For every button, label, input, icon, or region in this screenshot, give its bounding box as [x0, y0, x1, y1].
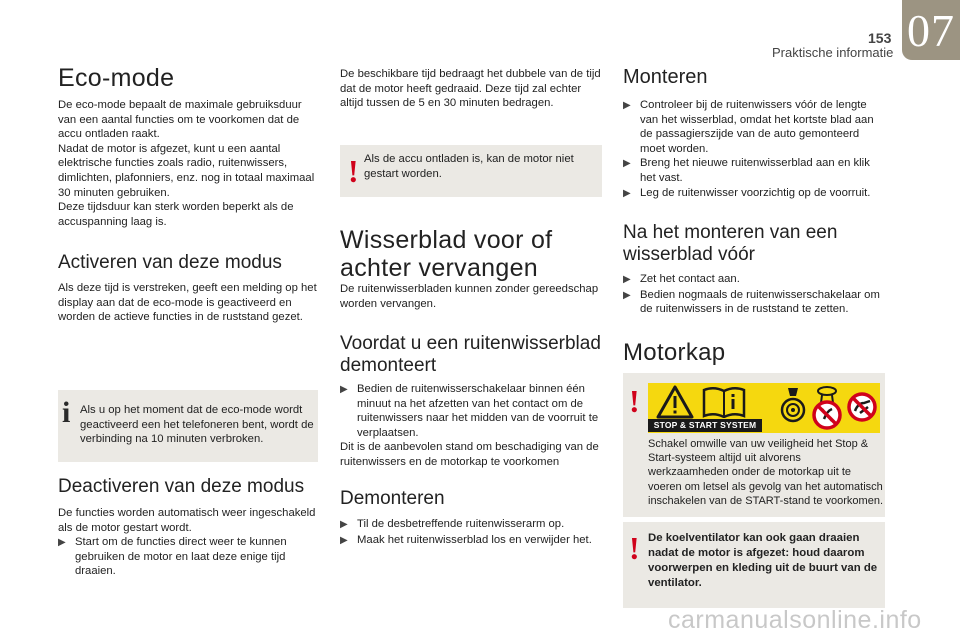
watermark: carmanualsonline.info: [668, 606, 922, 634]
battery-warning-box: [340, 145, 602, 197]
mounting-bullet-3: Leg de ruitenwisser voorzichtig op de voorruit.: [640, 186, 871, 199]
info-box: [58, 390, 318, 462]
eco-para-1: De eco-mode bepaalt de maximale gebruiksduur van een aantal functies om te voorkomen dat de accu ontladen raakt.: [58, 99, 302, 141]
list-item: [623, 186, 885, 202]
available-time-text: De beschikbare tijd bedraagt het dubbele van de tijd dat de motor heeft gedraaid. Deze tijd zal echter altijd tussen de 5 en 30 minuten bedragen.: [340, 68, 601, 110]
before-removal-text: [340, 382, 604, 470]
removal-bullet-1: Til de desbetreffende ruitenwisserarm op.: [357, 518, 565, 530]
removal-title: Demonteren: [340, 488, 445, 509]
no-touch-icon: [846, 391, 878, 423]
eco-para-2: Nadat de motor is afgezet, kunt u een aantal elektrische functies zoals radio, ruitenwissers, dimlichten, plafonniers, enz. nog in totaal maximaal 30 minuten gebruiken.: [58, 142, 315, 199]
stop-start-hand-icon: [780, 386, 806, 430]
deactivate-para: De functies worden automatisch weer ingeschakeld als de motor gestart wordt.: [58, 507, 316, 534]
before-removal-bullet: Bedien de ruitenwisserschakelaar binnen één minuut na het afzetten van het contact om de ruitenwissers naar het midden van de voorruit te verplaatsen.: [357, 383, 599, 439]
stop-start-warning-text: Schakel omwille van uw veiligheid het Stop & Start-systeem altijd uit alvorens werkzaamheden onder de motorkap uit te voeren om letsel als gevolg van het automatisch inschakelen van de START-stand te voorkomen.: [648, 438, 883, 507]
removal-list: [340, 517, 604, 548]
bullet-icon: ▶: [58, 537, 66, 549]
eco-para-3: Deze tijdsduur kan sterk worden beperkt als de accuspanning laag is.: [58, 201, 294, 228]
bullet-icon: ▶: [340, 534, 348, 546]
list-item: [623, 156, 885, 185]
list-item: [58, 535, 320, 579]
warning-icon: !: [348, 153, 359, 189]
bullet-icon: ▶: [340, 519, 348, 530]
warning-triangle-icon: [656, 385, 694, 419]
manual-book-icon: [702, 386, 746, 418]
mounting-bullet-2: Breng het nieuwe ruitenwisserblad aan en klik het vast.: [640, 157, 870, 184]
no-fan-icon: [810, 385, 844, 431]
removal-bullet-2: Maak het ruitenwisserblad los en verwijder het.: [357, 533, 592, 546]
mounting-bullet-1: Controleer bij de ruitenwissers vóór de lengte van het wisserblad, omdat het kortste blad aan de passagierszijde van de auto gemonteerd moet worden.: [640, 99, 874, 155]
bullet-icon: ▶: [623, 274, 631, 285]
mounting-list: [623, 98, 885, 201]
deactivate-title: Deactiveren van deze modus: [58, 476, 305, 497]
bullet-icon: ▶: [623, 187, 631, 199]
info-text: Als u op het moment dat de eco-mode wordt geactiveerd een het telefoneren bent, wordt de verbinding na 10 minuten verbroken.: [80, 404, 314, 446]
chapter-tab: 07: [902, 0, 960, 60]
activate-text: Als deze tijd is verstreken, geeft een melding op het display aan dat de eco-mode is geactiveerd en worden de actieve functies in de ruststand gezet.: [58, 282, 317, 324]
before-removal-title: Voordat u een ruitenwisserblad demonteert: [340, 333, 601, 376]
after-mounting-list: [623, 272, 885, 317]
fan-warning-box: [623, 522, 885, 608]
page-number: 153: [868, 30, 892, 46]
before-removal-para: Dit is de aanbevolen stand om beschadiging van de ruitenwissers en de motorkap te voorkomen: [340, 441, 599, 468]
warning-icon: !: [629, 383, 640, 419]
list-item: [340, 533, 604, 549]
after-mounting-bullet-1: Zet het contact aan.: [640, 273, 740, 285]
list-item: [340, 382, 604, 440]
activate-title: Activeren van deze modus: [58, 252, 282, 273]
list-item: [623, 272, 885, 288]
list-item: [623, 98, 885, 156]
info-icon: i: [62, 396, 71, 429]
bullet-icon: ▶: [340, 384, 348, 395]
chapter-title: Praktische informatie: [772, 45, 894, 60]
warning-icon: !: [629, 530, 640, 566]
deactivate-bullet: Start om de functies direct weer te kunnen gebruiken de motor en laat deze enige tijd draaien.: [75, 536, 287, 578]
bullet-icon: ▶: [623, 158, 631, 170]
fan-warning-text: De koelventilator kan ook gaan draaien nadat de motor is afgezet: houd daarom voorwerpen en kleding uit de buurt van de ventilator.: [648, 532, 878, 589]
battery-warning-text: Als de accu ontladen is, kan de motor niet gestart worden.: [364, 153, 574, 180]
deactivate-text: [58, 506, 320, 579]
eco-mode-title: Eco-mode: [58, 64, 175, 92]
stop-start-label: STOP & START SYSTEM: [648, 419, 762, 432]
mounting-title: Monteren: [623, 66, 708, 88]
after-mounting-bullet-2: Bedien nogmaals de ruitenwisserschakelaar om de ruitenwissers in de ruststand te zetten.: [640, 288, 880, 316]
after-mounting-title: Na het monteren van een wisserblad vóór: [623, 222, 838, 265]
eco-mode-text: [58, 98, 318, 229]
wiper-text: De ruitenwisserbladen kunnen zonder gereedschap worden vervangen.: [340, 283, 599, 310]
list-item: [340, 517, 604, 533]
bullet-icon: ▶: [623, 100, 631, 111]
bullet-icon: ▶: [623, 289, 631, 301]
list-item: [623, 288, 885, 317]
wiper-title: Wisserblad voor of achter vervangen: [340, 226, 553, 282]
bonnet-title: Motorkap: [623, 339, 726, 366]
